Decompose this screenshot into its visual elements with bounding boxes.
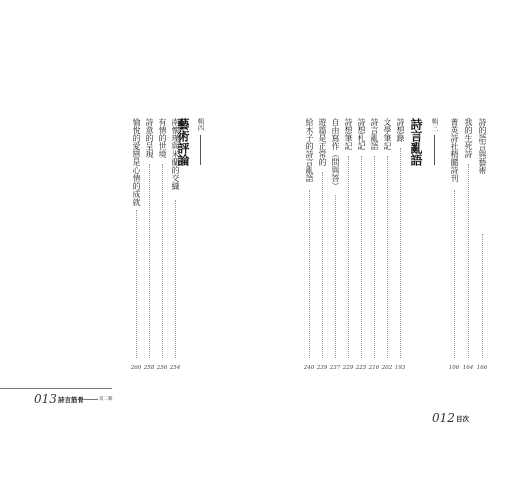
toc-page-number: 225 bbox=[355, 365, 367, 371]
toc-leader bbox=[361, 156, 362, 358]
section-rule bbox=[200, 135, 201, 165]
toc-entry-title: 給木子的詩言亂語 bbox=[305, 118, 314, 182]
toc-leader bbox=[454, 190, 455, 358]
toc-page-number: 193 bbox=[394, 365, 406, 371]
toc-page-number: 166 bbox=[476, 365, 488, 371]
toc-entry-title: 詩想札記 bbox=[357, 118, 366, 150]
toc-entry-title: 詩意的呈現 bbox=[145, 118, 154, 158]
toc-page-number: 202 bbox=[381, 365, 393, 371]
section-label: 輯三 bbox=[430, 118, 439, 131]
toc-entry-title: 我的生死詩 bbox=[464, 118, 473, 158]
toc-page-number: 258 bbox=[143, 365, 155, 371]
toc-entry-title: 詩想筆記 bbox=[344, 118, 353, 150]
toc-page-number: 239 bbox=[316, 365, 328, 371]
toc-leader bbox=[348, 156, 349, 358]
running-header: 目次 bbox=[456, 415, 469, 423]
toc-leader bbox=[136, 210, 137, 358]
toc-leader bbox=[335, 195, 336, 358]
toc-page-number: 254 bbox=[169, 365, 181, 371]
toc-entry-title: 南懷瑾與米蘭的交織 bbox=[171, 118, 180, 190]
toc-leader bbox=[374, 156, 375, 358]
toc-page-number: 240 bbox=[303, 365, 315, 371]
running-header: 詩言筋骨 bbox=[58, 396, 84, 404]
toc-entry-title: 自由寫作（問與答） bbox=[331, 118, 340, 190]
toc-entry-title: 詩言亂語 bbox=[370, 118, 379, 150]
toc-entry-title: 詩想錄 bbox=[396, 118, 405, 142]
section-label: 輯四 bbox=[196, 118, 205, 131]
toc-entry-title: 愉悅的愛戀是心情的成就 bbox=[132, 118, 141, 206]
toc-page-number: 260 bbox=[130, 365, 142, 371]
toc-leader bbox=[482, 234, 483, 358]
folio-rule bbox=[0, 388, 112, 389]
section-title: 藝術評論 bbox=[176, 118, 190, 166]
toc-entry-title: 詩的語言與藝術 bbox=[478, 118, 487, 174]
toc-entry-title: 菁英詩社精髓詩刊 bbox=[450, 118, 459, 182]
toc-leader bbox=[387, 156, 388, 358]
toc-page-number: 164 bbox=[462, 365, 474, 371]
section-rule bbox=[434, 135, 435, 165]
running-header-sub: 第二輯 bbox=[99, 397, 113, 402]
toc-entry-title: 遊篇是正常的 bbox=[318, 118, 327, 166]
folio-dash bbox=[84, 399, 98, 400]
toc-page-number: 229 bbox=[342, 365, 354, 371]
toc-page-number: 106 bbox=[448, 365, 460, 371]
toc-page-number: 237 bbox=[329, 365, 341, 371]
page-number: 013 bbox=[34, 392, 57, 406]
page-number: 012 bbox=[432, 411, 455, 425]
toc-leader bbox=[149, 164, 150, 358]
toc-leader bbox=[309, 190, 310, 358]
toc-leader bbox=[175, 200, 176, 358]
toc-leader bbox=[468, 164, 469, 358]
toc-leader bbox=[162, 164, 163, 358]
toc-entry-title: 文學筆記 bbox=[383, 118, 392, 150]
toc-entry-title: 有情的世境 bbox=[158, 118, 167, 158]
toc-leader bbox=[322, 172, 323, 358]
toc-page-number: 216 bbox=[368, 365, 380, 371]
toc-page-number: 256 bbox=[156, 365, 168, 371]
toc-leader bbox=[400, 148, 401, 358]
section-title: 詩言亂語 bbox=[409, 118, 423, 166]
